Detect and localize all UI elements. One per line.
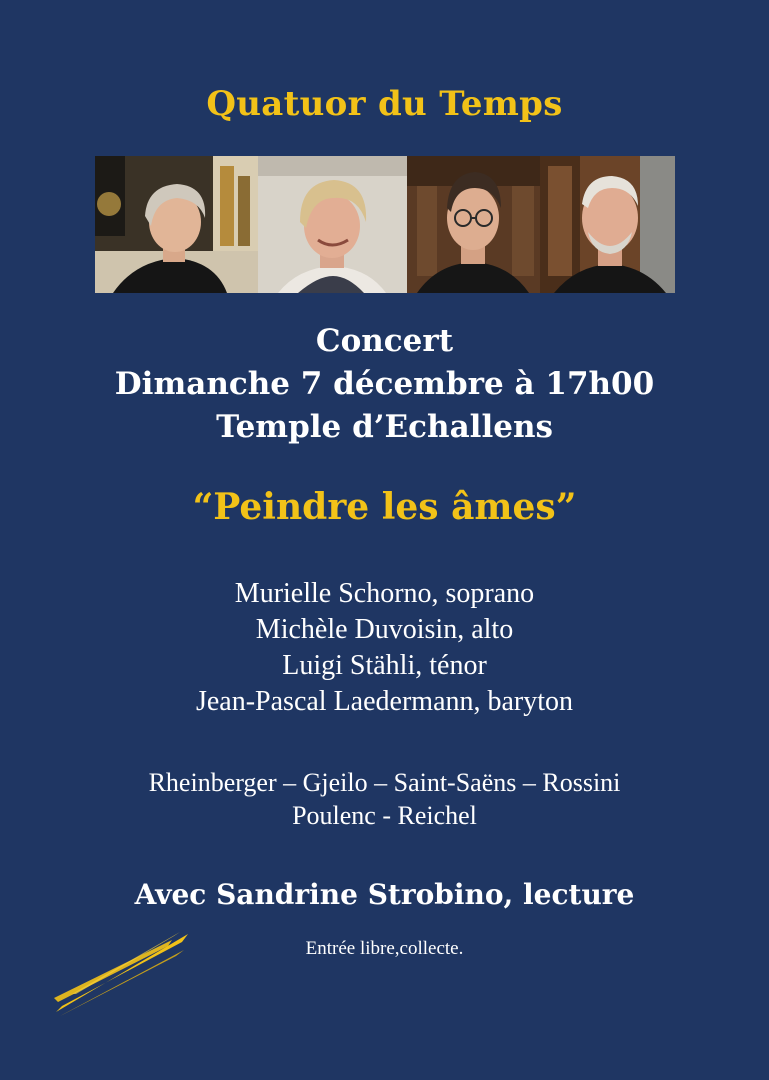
performer-item: Luigi Stähli, ténor [282,650,487,681]
photo-strip [95,156,675,293]
event-date: Dimanche 7 décembre à 17h00 [114,366,655,402]
tenor-photo [407,156,540,293]
performer-item: Jean-Pascal Laedermann, baryton [195,686,574,717]
quartet-title: Quatuor du Temps [206,84,563,124]
entry-note: Entrée libre,collecte. [305,938,464,959]
performer-item: Michèle Duvoisin, alto [255,614,514,645]
event-details [0,320,769,449]
composers-list [0,766,769,832]
guest-reader: Avec Sandrine Strobino, lecture [134,878,635,911]
brush-stroke-icon [52,928,192,1018]
performers-list [0,576,769,720]
soprano-photo [95,156,258,293]
program-title: “Peindre les âmes” [192,486,577,528]
alto-photo [258,156,407,293]
performer-item: Murielle Schorno, soprano [234,578,535,609]
event-venue: Temple d’Echallens [216,409,553,445]
event-type: Concert [315,323,454,359]
composer-line: Rheinberger – Gjeilo – Saint-Saëns – Rossini [148,768,621,797]
baritone-photo [540,156,675,293]
composer-line: Poulenc - Reichel [292,801,477,830]
